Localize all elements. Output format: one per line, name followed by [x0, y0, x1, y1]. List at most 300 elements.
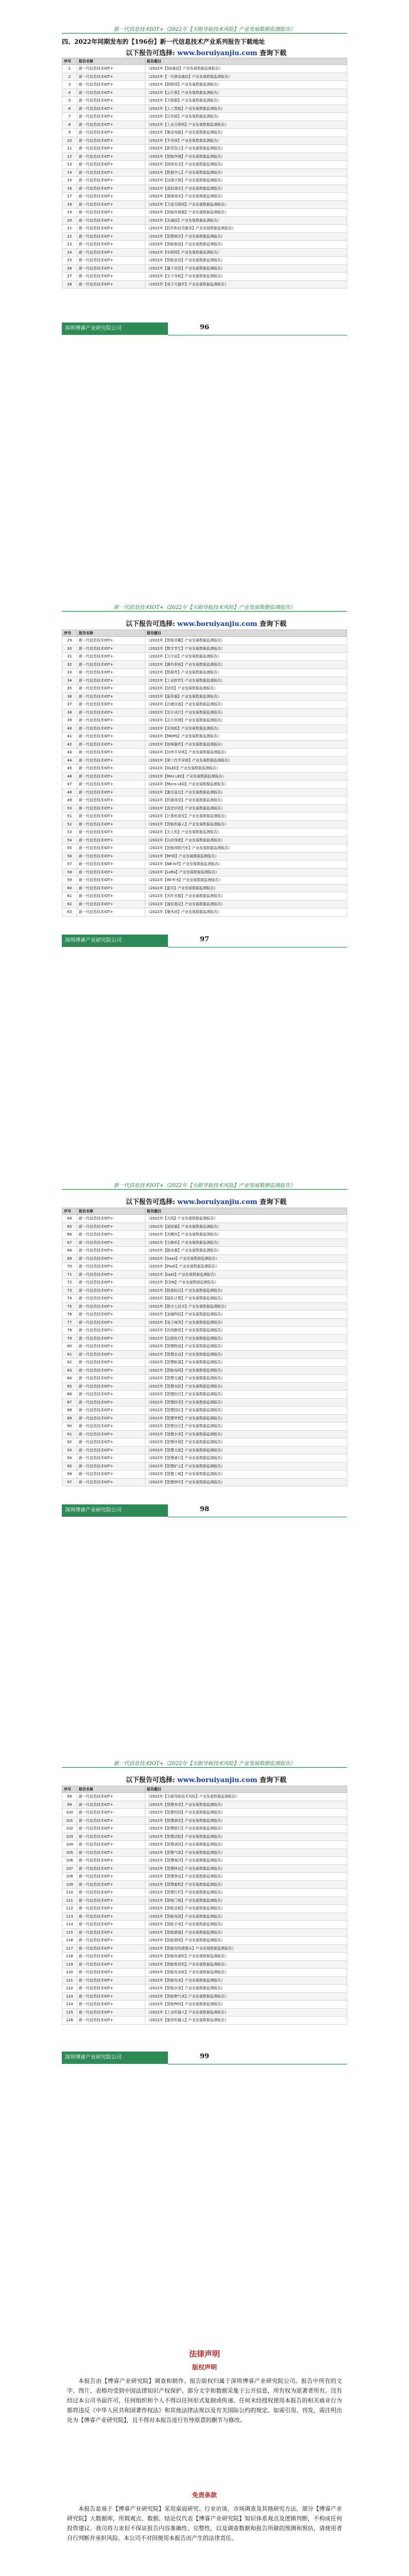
row-report-title[interactable]: 《2022年【数据标注】产业发展数据监测报告》	[145, 1286, 347, 1295]
row-report-title[interactable]: 《2022年【智能传感器】产业发展数据监测报告》	[145, 209, 347, 217]
table-row	[62, 724, 347, 733]
row-index: 81	[62, 1350, 77, 1359]
row-report-title[interactable]: 《2022年【智能眼镜】产业发展数据监测报告》	[145, 1928, 347, 1937]
row-report-title[interactable]: 《2022年【IaaS】产业发展数据监测报告》	[145, 1270, 347, 1279]
row-report-title[interactable]: 《2022年【量子信息】产业发展数据监测报告》	[145, 264, 347, 273]
table-row	[62, 209, 347, 217]
row-report-title[interactable]: 《2022年【第三代半导体】产业发展数据监测报告》	[145, 756, 347, 765]
table-row	[62, 1247, 347, 1255]
company-footer-label: 深圳博睿产业研究院公司	[62, 935, 168, 947]
row-report-title[interactable]: 《2022年【智慧社区】产业发展数据监测报告》	[145, 1422, 347, 1431]
row-index: 106	[62, 1857, 77, 1865]
row-report-title[interactable]: 《2022年【智慧交通】产业发展数据监测报告》	[145, 1375, 347, 1383]
row-index: 25	[62, 257, 77, 265]
row-index: 30	[62, 645, 77, 653]
table-row	[62, 1905, 347, 1913]
row-report-name: 新一代信息技术IOT+	[77, 1992, 145, 2001]
row-report-name: 新一代信息技术IOT+	[77, 1985, 145, 1993]
row-report-title[interactable]: 《2022年【智慧安防】产业发展数据监测报告》	[145, 1382, 347, 1391]
row-report-title[interactable]: 《2022年【北斗导航】产业发展数据监测报告》	[145, 273, 347, 281]
table-row	[62, 669, 347, 677]
download-suffix: 查询下载	[260, 1198, 287, 1206]
table-row	[62, 1825, 347, 1833]
row-report-name: 新一代信息技术IOT+	[77, 1414, 145, 1422]
row-index: 22	[62, 232, 77, 241]
table-row	[62, 1960, 347, 1969]
row-report-name: 新一代信息技术IOT+	[77, 1279, 145, 1287]
table-row	[62, 1793, 347, 1801]
row-report-title[interactable]: 《2022年【光模块】产业发展数据监测报告》	[145, 1231, 347, 1239]
row-report-title[interactable]: 《2022年【存储设备】产业发展数据监测报告》	[145, 701, 347, 709]
row-report-title[interactable]: 《2022年【智慧环保】产业发展数据监测报告》	[145, 1438, 347, 1447]
col-header-title: 报告题目	[145, 1208, 347, 1215]
row-report-title[interactable]: 《2022年【智能电视】产业发展数据监测报告》	[145, 1912, 347, 1921]
row-report-title[interactable]: 《2022年【智能水表】产业发展数据监测报告》	[145, 1985, 347, 1993]
row-report-title[interactable]: 《2022年【工业软件】产业发展数据监测报告》	[145, 676, 347, 685]
table-row	[62, 248, 347, 257]
table-row	[62, 1350, 347, 1359]
row-report-title[interactable]: 《2022年【工业机器人】产业发展数据监测报告》	[145, 2008, 347, 2016]
row-report-title[interactable]: 《2022年【自动驾驶】产业发展数据监测报告》	[145, 836, 347, 844]
table-row	[62, 1889, 347, 1897]
row-report-title[interactable]: 《2022年【RFID】产业发展数据监测报告》	[145, 852, 347, 860]
row-report-title[interactable]: 《2022年【人工智能】产业发展数据监测报告》	[145, 105, 347, 113]
row-index: 111	[62, 1896, 77, 1905]
report-page-97	[0, 578, 409, 1156]
row-report-title[interactable]: 《2022年【激光雷达】产业发展数据监测报告》	[145, 788, 347, 796]
row-report-title[interactable]: 《2022年【CDN】产业发展数据监测报告》	[145, 1279, 347, 1287]
row-report-title[interactable]: 《2022年【智慧城市】产业发展数据监测报告》	[145, 232, 347, 241]
row-report-title[interactable]: 《2022年【智能快递柜】产业发展数据监测报告》	[145, 1953, 347, 1961]
row-report-title[interactable]: 《2022年【智慧零售】产业发展数据监测报告》	[145, 1414, 347, 1422]
row-index: 37	[62, 701, 77, 709]
row-report-name: 新一代信息技术IOT+	[77, 1359, 145, 1367]
row-report-title[interactable]: 《2022年【智慧港口】产业发展数据监测报告》	[145, 1454, 347, 1463]
row-report-title[interactable]: 《2022年【在线教育】产业发展数据监测报告》	[145, 1327, 347, 1335]
disclaimer-subtitle: 免责条款	[192, 2492, 217, 2499]
row-index: 86	[62, 1391, 77, 1399]
row-index: 43	[62, 749, 77, 757]
row-report-title[interactable]: 《2022年【智慧消防】产业发展数据监测报告》	[145, 1841, 347, 1849]
table-row	[62, 701, 347, 709]
row-report-title[interactable]: 《2022年【智慧法院】产业发展数据监测报告》	[145, 1833, 347, 1841]
header-rule	[62, 1767, 347, 1768]
row-index: 16	[62, 184, 77, 193]
row-report-name: 新一代信息技术IOT+	[77, 209, 145, 217]
row-report-name: 新一代信息技术IOT+	[77, 1343, 145, 1351]
row-report-title[interactable]: 《2022年【数据库】产业发展数据监测报告》	[145, 669, 347, 677]
row-report-name: 新一代信息技术IOT+	[77, 1953, 145, 1961]
row-index: 21	[62, 225, 77, 233]
row-report-title[interactable]: 《2022年【MEMS】产业发展数据监测报告》	[145, 733, 347, 741]
row-report-title[interactable]: 《2022年【计算机视觉】产业发展数据监测报告》	[145, 812, 347, 821]
row-report-title[interactable]: 《2022年【光通信】产业发展数据监测报告》	[145, 216, 347, 225]
row-report-title[interactable]: 《2022年【数据中心】产业发展数据监测报告》	[145, 168, 347, 177]
row-report-title[interactable]: 《2022年【智能POS】产业发展数据监测报告》	[145, 2001, 347, 2009]
row-report-title[interactable]: 《2022年【智慧林业】产业发展数据监测报告》	[145, 1865, 347, 1873]
row-index: 55	[62, 844, 77, 853]
table-row	[62, 772, 347, 781]
report-table	[62, 58, 347, 289]
row-report-title[interactable]: 《2022年【路由器】产业发展数据监测报告》	[145, 1247, 347, 1255]
row-report-title[interactable]: 《2022年【智慧校园】产业发展数据监测报告》	[145, 1809, 347, 1817]
report-page-98	[0, 1156, 409, 1734]
row-index: 125	[62, 2008, 77, 2016]
row-index: 7	[62, 113, 77, 121]
row-report-name: 新一代信息技术IOT+	[77, 1422, 145, 1431]
table-row	[62, 168, 347, 177]
row-index: 121	[62, 1976, 77, 1985]
row-report-title[interactable]: 《2022年【智能燃气表】产业发展数据监测报告》	[145, 1992, 347, 2001]
row-report-name: 新一代信息技术IOT+	[77, 137, 145, 145]
row-index: 93	[62, 1446, 77, 1454]
row-report-title[interactable]: 《2022年【Mini LED】产业发展数据监测报告》	[145, 772, 347, 781]
table-row	[62, 1809, 347, 1817]
row-index: 72	[62, 1279, 77, 1287]
row-index: 28	[62, 280, 77, 289]
row-report-name: 新一代信息技术IOT+	[77, 1793, 145, 1801]
row-index: 75	[62, 1302, 77, 1311]
table-row	[62, 200, 347, 209]
row-report-title[interactable]: 《2022年【元宇宙】产业发展数据监测报告》	[145, 653, 347, 661]
row-report-name: 新一代信息技术IOT+	[77, 81, 145, 89]
row-index: 119	[62, 1960, 77, 1969]
row-report-title[interactable]: 《2022年【工业互联网】产业发展数据监测报告》	[145, 121, 347, 129]
row-index: 9	[62, 129, 77, 137]
row-report-title[interactable]: 《2022年【数字人民币】产业发展数据监测报告》	[145, 1302, 347, 1311]
row-report-name: 新一代信息技术IOT+	[77, 2001, 145, 2009]
row-report-title[interactable]: 《2022年【远程医疗】产业发展数据监测报告》	[145, 1334, 347, 1343]
row-report-name: 新一代信息技术IOT+	[77, 105, 145, 113]
row-report-name: 新一代信息技术IOT+	[77, 1801, 145, 1809]
row-index: 113	[62, 1912, 77, 1921]
row-report-title[interactable]: 《2022年【智慧物流】产业发展数据监测报告》	[145, 1343, 347, 1351]
row-report-name: 新一代信息技术IOT+	[77, 1817, 145, 1825]
row-report-title[interactable]: 《2022年【隐私计算】产业发展数据监测报告》	[145, 1295, 347, 1303]
row-report-title[interactable]: 《2022年【光刻胶】产业发展数据监测报告》	[145, 724, 347, 733]
row-report-title[interactable]: 《2022年【通信基站】产业发展数据监测报告》	[145, 900, 347, 908]
row-report-title[interactable]: 《2022年【智慧医疗】产业发展数据监测报告》	[145, 1391, 347, 1399]
table-row	[62, 796, 347, 805]
row-report-title[interactable]: 《2022年【网络安全】产业发展数据监测报告》	[145, 161, 347, 169]
table-row	[62, 1865, 347, 1873]
row-report-title[interactable]: 《2022年【智慧酒店】产业发展数据监测报告》	[145, 1817, 347, 1825]
table-row	[62, 1953, 347, 1961]
row-report-title[interactable]: 《2022年【智慧农业】产业发展数据监测报告》	[145, 1350, 347, 1359]
row-report-title[interactable]: 《2022年【天眼导航技术风险】产业发展数据监测报告》	[145, 1793, 347, 1801]
row-report-name: 新一代信息技术IOT+	[77, 804, 145, 812]
row-report-title[interactable]: 《2022年【射频器件】产业发展数据监测报告》	[145, 740, 347, 749]
row-index: 60	[62, 884, 77, 892]
row-report-title[interactable]: 《2022年【智能电表】产业发展数据监测报告》	[145, 1976, 347, 1985]
row-report-title[interactable]: 《2022年【卫星互联网】产业发展数据监测报告》	[145, 200, 347, 209]
row-report-title[interactable]: 《2022年【电子元器件】产业发展数据监测报告》	[145, 280, 347, 289]
row-report-title[interactable]: 《2022年【金融科技】产业发展数据监测报告》	[145, 1311, 347, 1319]
row-index: 45	[62, 765, 77, 773]
table-row	[62, 1422, 347, 1431]
copyright-paragraph: 本报告由【博睿产业研究院】调查和制作。报告版权归属于深圳博睿产业研究院公司。报告中所有的文字、图片、表格均受到中国法律知识产权保护。部分文字和数据采集于公开信息，所有权为原著者所有。没有经过本公司书面许可，任何组织和个人不得以任何形式复制或传递。任何未经授权使用本报告的相关商业行为都将违反《中华人民共和国著作权法》和其他法律法规以及有关国际公约的规定。如需引用、刊发，需注明出处为【博睿产业研究院】，且不得对本报告进行有悖原意的删节与修改。	[67, 2378, 342, 2424]
row-report-title[interactable]: 《2022年【SaaS】产业发展数据监测报告》	[145, 1255, 347, 1263]
row-report-name: 新一代信息技术IOT+	[77, 1302, 145, 1311]
row-index: 74	[62, 1295, 77, 1303]
download-prefix: 以下报告可选择:	[125, 1776, 175, 1784]
row-report-title[interactable]: 《2022年【芯片设计】产业发展数据监测报告》	[145, 708, 347, 717]
row-report-name: 新一代信息技术IOT+	[77, 1430, 145, 1438]
row-report-title[interactable]: 《2022年【智能穿戴】产业发展数据监测报告》	[145, 637, 347, 645]
row-report-title[interactable]: 《2022年【智能手表】产业发展数据监测报告》	[145, 1921, 347, 1929]
row-report-name: 新一代信息技术IOT+	[77, 1286, 145, 1295]
row-report-name: 新一代信息技术IOT+	[77, 1231, 145, 1239]
table-row	[62, 280, 347, 289]
table-row	[62, 733, 347, 741]
row-report-name: 新一代信息技术IOT+	[77, 1398, 145, 1406]
row-index: 83	[62, 1366, 77, 1375]
row-index: 98	[62, 1793, 77, 1801]
row-report-name: 新一代信息技术IOT+	[77, 749, 145, 757]
row-report-title[interactable]: 《2022年【区块链】产业发展数据监测报告》	[145, 113, 347, 121]
table-row	[62, 161, 347, 169]
row-report-name: 新一代信息技术IOT+	[77, 708, 145, 717]
row-report-title[interactable]: 《2022年【语音识别】产业发展数据监测报告》	[145, 804, 347, 812]
row-index: 15	[62, 177, 77, 185]
row-report-title[interactable]: 《2022年【智慧政务】产业发展数据监测报告》	[145, 1398, 347, 1406]
row-report-title[interactable]: 《2022年【数字孪生】产业发展数据监测报告》	[145, 645, 347, 653]
row-index: 35	[62, 685, 77, 693]
row-report-title[interactable]: 《2022年【交换机】产业发展数据监测报告》	[145, 1239, 347, 1247]
row-report-title[interactable]: 《2022年【智慧能源】产业发展数据监测报告》	[145, 1359, 347, 1367]
row-report-title[interactable]: 《2022年【智慧渔业】产业发展数据监测报告》	[145, 1873, 347, 1881]
row-report-name: 新一代信息技术IOT+	[77, 1215, 145, 1223]
table-row	[62, 65, 347, 73]
download-suffix: 查询下载	[260, 1776, 287, 1784]
download-suffix: 查询下载	[260, 620, 287, 628]
row-index: 80	[62, 1343, 77, 1351]
row-report-name: 新一代信息技术IOT+	[77, 273, 145, 281]
row-index: 10	[62, 137, 77, 145]
row-report-title[interactable]: 《2022年【蓝牙】产业发展数据监测报告》	[145, 884, 347, 892]
row-index: 94	[62, 1454, 77, 1463]
col-header-name: 报告名称	[77, 58, 145, 65]
table-row	[62, 1462, 347, 1470]
row-index: 103	[62, 1833, 77, 1841]
row-report-name: 新一代信息技术IOT+	[77, 1263, 145, 1271]
row-index: 5	[62, 97, 77, 105]
row-report-name: 新一代信息技术IOT+	[77, 645, 145, 653]
row-report-title[interactable]: 《2022年【大数据】产业发展数据监测报告》	[145, 97, 347, 105]
row-report-title[interactable]: 《2022年【智慧灯杆】产业发展数据监测报告》	[145, 1889, 347, 1897]
table-row	[62, 1318, 347, 1327]
row-report-title[interactable]: 《2022年【新型显示】产业发展数据监测报告》	[145, 145, 347, 153]
row-report-title[interactable]: 《2022年【边缘计算】产业发展数据监测报告》	[145, 177, 347, 185]
download-site-link[interactable]: www.boruiyanjiu.com	[177, 49, 258, 57]
row-index: 77	[62, 1318, 77, 1327]
table-row	[62, 113, 347, 121]
row-report-title[interactable]: 《2022年【NB-IoT】产业发展数据监测报告》	[145, 860, 347, 869]
row-report-name: 新一代信息技术IOT+	[77, 168, 145, 177]
row-report-title[interactable]: 《2022年【滤波器】产业发展数据监测报告》	[145, 1223, 347, 1231]
row-report-title[interactable]: 《2022年【PaaS】产业发展数据监测报告》	[145, 1263, 347, 1271]
row-report-title[interactable]: 《2022年【天线】产业发展数据监测报告》	[145, 1215, 347, 1223]
row-index: 17	[62, 193, 77, 201]
table-row	[62, 1302, 347, 1311]
table-row	[62, 1414, 347, 1422]
row-report-name: 新一代信息技术IOT+	[77, 1478, 145, 1486]
row-report-title[interactable]: 《2022年【智能终端】产业发展数据监测报告》	[145, 152, 347, 161]
row-report-title[interactable]: 《2022年【操作系统】产业发展数据监测报告》	[145, 660, 347, 669]
row-report-name: 新一代信息技术IOT+	[77, 660, 145, 669]
table-row	[62, 216, 347, 225]
row-report-title[interactable]: 《2022年【光纤光缆】产业发展数据监测报告》	[145, 892, 347, 901]
row-report-name: 新一代信息技术IOT+	[77, 1239, 145, 1247]
row-report-title[interactable]: 《2022年【智慧海洋】产业发展数据监测报告》	[145, 1857, 347, 1865]
row-report-name: 新一代信息技术IOT+	[77, 788, 145, 796]
row-report-title[interactable]: 《2022年【信创】产业发展数据监测报告》	[145, 685, 347, 693]
row-report-name: 新一代信息技术IOT+	[77, 1865, 145, 1873]
row-report-name: 新一代信息技术IOT+	[77, 177, 145, 185]
page-number: 98	[199, 1505, 210, 1513]
table-row	[62, 225, 347, 233]
table-row	[62, 1327, 347, 1335]
row-report-name: 新一代信息技术IOT+	[77, 884, 145, 892]
row-index: 23	[62, 241, 77, 249]
row-report-title[interactable]: 《2022年【无人机】产业发展数据监测报告》	[145, 828, 347, 837]
row-report-title[interactable]: 《2022年【智慧银行】产业发展数据监测报告》	[145, 1825, 347, 1833]
row-report-title[interactable]: 《2022年【云计算】产业发展数据监测报告》	[145, 89, 347, 97]
col-header-index: 序号	[62, 1208, 77, 1215]
row-index: 116	[62, 1937, 77, 1945]
row-report-name: 新一代信息技术IOT+	[77, 820, 145, 828]
row-report-name: 新一代信息技术IOT+	[77, 232, 145, 241]
row-report-title[interactable]: 《2022年【服务机器人】产业发展数据监测报告》	[145, 2016, 347, 2025]
row-report-title[interactable]: 《2022年【增强现实】产业发展数据监测报告》	[145, 193, 347, 201]
row-index: 51	[62, 812, 77, 821]
row-index: 14	[62, 168, 77, 177]
row-report-name: 新一代信息技术IOT+	[77, 828, 145, 837]
row-report-name: 新一代信息技术IOT+	[77, 1849, 145, 1857]
row-report-title[interactable]: 《2022年【智慧气象】产业发展数据监测报告》	[145, 1849, 347, 1857]
row-index: 67	[62, 1239, 77, 1247]
row-index: 63	[62, 908, 77, 917]
row-report-title[interactable]: 《2022年【半导体】产业发展数据监测报告》	[145, 137, 347, 145]
col-header-index: 序号	[62, 630, 77, 637]
table-row	[62, 836, 347, 844]
row-report-title[interactable]: 《2022年【虚拟现实】产业发展数据监测报告》	[145, 184, 347, 193]
row-index: 89	[62, 1414, 77, 1422]
row-report-title[interactable]: 《2022年【智慧工地】产业发展数据监测报告》	[145, 1470, 347, 1479]
row-report-title[interactable]: 《2022年【智慧畜牧】产业发展数据监测报告》	[145, 1880, 347, 1889]
row-index: 58	[62, 868, 77, 876]
table-row	[62, 1231, 347, 1239]
row-report-name: 新一代信息技术IOT+	[77, 200, 145, 209]
row-report-title[interactable]: 《2022年【Micro LED】产业发展数据监测报告》	[145, 781, 347, 789]
row-report-title[interactable]: 《2022年【机器视觉】产业发展数据监测报告》	[145, 796, 347, 805]
table-row	[62, 804, 347, 812]
row-report-name: 新一代信息技术IOT+	[77, 733, 145, 741]
row-report-title[interactable]: 《2022年【物联网】产业发展数据监测报告》	[145, 81, 347, 89]
download-prefix: 以下报告可选择:	[125, 49, 175, 57]
row-report-title[interactable]: 《2022年【智慧水务】产业发展数据监测报告》	[145, 1430, 347, 1438]
table-row	[62, 257, 347, 265]
row-report-title[interactable]: 《2022年【智能家居】产业发展数据监测报告》	[145, 257, 347, 265]
row-index: 24	[62, 248, 77, 257]
row-report-name: 新一代信息技术IOT+	[77, 868, 145, 876]
row-report-title[interactable]: 《2022年【功率半导体】产业发展数据监测报告》	[145, 749, 347, 757]
row-report-title[interactable]: 《2022年【集成电路】产业发展数据监测报告》	[145, 129, 347, 137]
table-row	[62, 1343, 347, 1351]
row-index: 85	[62, 1382, 77, 1391]
row-report-title[interactable]: 《2022年【智慧停车】产业发展数据监测报告》	[145, 1478, 347, 1486]
table-row	[62, 740, 347, 749]
row-report-title[interactable]: 《2022年【智慧文旅】产业发展数据监测报告》	[145, 1446, 347, 1454]
row-report-title[interactable]: 《2022年【智能电网】产业发展数据监测报告》	[145, 1366, 347, 1375]
table-row	[62, 765, 347, 773]
row-report-title[interactable]: 《2022年【软件和信息服务】产业发展数据监测报告》	[145, 225, 347, 233]
row-report-title[interactable]: 《2022年【服务器】产业发展数据监测报告》	[145, 692, 347, 701]
row-index: 87	[62, 1398, 77, 1406]
row-report-title[interactable]: 《2022年【智慧养老】产业发展数据监测报告》	[145, 1801, 347, 1809]
table-row	[62, 708, 347, 717]
row-report-name: 新一代信息技术IOT+	[77, 852, 145, 860]
row-report-title[interactable]: 《2022年【LoRa】产业发展数据监测报告》	[145, 868, 347, 876]
row-report-name: 新一代信息技术IOT+	[77, 765, 145, 773]
row-index: 118	[62, 1953, 77, 1961]
download-site-link[interactable]: www.boruiyanjiu.com	[177, 1198, 258, 1206]
row-report-title[interactable]: 《2022年【智慧矿山】产业发展数据监测报告》	[145, 1462, 347, 1470]
row-report-title[interactable]: 《2022年【智能网联汽车】产业发展数据监测报告》	[145, 844, 347, 853]
row-report-name: 新一代信息技术IOT+	[77, 1809, 145, 1817]
col-header-title: 报告题目	[145, 58, 347, 65]
row-report-title[interactable]: 《2022年【一代移动通信】产业发展数据监测报告》	[145, 73, 347, 81]
row-index: 40	[62, 724, 77, 733]
table-row	[62, 1976, 347, 1985]
row-report-title[interactable]: 《2022年【智能照明】产业发展数据监测报告》	[145, 1937, 347, 1945]
row-report-title[interactable]: 《2022年【智能制造】产业发展数据监测报告》	[145, 241, 347, 249]
row-index: 100	[62, 1809, 77, 1817]
download-site-link[interactable]: www.boruiyanjiu.com	[177, 620, 258, 628]
row-report-title[interactable]: 《2022年【车联网】产业发展数据监测报告》	[145, 248, 347, 257]
row-report-title[interactable]: 《2022年【智能音箱】产业发展数据监测报告》	[145, 1905, 347, 1913]
download-line	[93, 618, 319, 628]
download-site-link[interactable]: www.boruiyanjiu.com	[177, 1776, 258, 1784]
row-report-title[interactable]: 《2022年【毫米波】产业发展数据监测报告》	[145, 908, 347, 917]
table-row	[62, 1382, 347, 1391]
row-report-title[interactable]: 《2022年【智能售货机】产业发展数据监测报告》	[145, 1960, 347, 1969]
row-index: 42	[62, 740, 77, 749]
table-row	[62, 129, 347, 137]
row-report-title[interactable]: 《2022年【OLED】产业发展数据监测报告》	[145, 765, 347, 773]
row-report-title[interactable]: 《2022年【5G通信】产业发展数据监测报告》	[145, 65, 347, 73]
row-index: 29	[62, 637, 77, 645]
row-report-name: 新一代信息技术IOT+	[77, 1255, 145, 1263]
row-report-name: 新一代信息技术IOT+	[77, 1438, 145, 1447]
row-report-title[interactable]: 《2022年【智能安防摄像头】产业发展数据监测报告》	[145, 1944, 347, 1953]
col-header-name: 报告名称	[77, 630, 145, 637]
table-row	[62, 105, 347, 113]
row-report-title[interactable]: 《2022年【智能门锁】产业发展数据监测报告》	[145, 1896, 347, 1905]
row-index: 70	[62, 1263, 77, 1271]
row-report-name: 新一代信息技术IOT+	[77, 1969, 145, 1977]
row-report-title[interactable]: 《2022年【电子商务】产业发展数据监测报告》	[145, 1318, 347, 1327]
row-index: 18	[62, 200, 77, 209]
row-report-name: 新一代信息技术IOT+	[77, 145, 145, 153]
row-index: 66	[62, 1231, 77, 1239]
row-report-title[interactable]: 《2022年【Wi-Fi 6】产业发展数据监测报告》	[145, 876, 347, 885]
row-report-title[interactable]: 《2022年【智慧园区】产业发展数据监测报告》	[145, 1406, 347, 1415]
table-row	[62, 908, 347, 917]
row-report-title[interactable]: 《2022年【芯片封测】产业发展数据监测报告》	[145, 717, 347, 725]
row-report-title[interactable]: 《2022年【智能机器人】产业发展数据监测报告》	[145, 820, 347, 828]
row-report-title[interactable]: 《2022年【智能充电桩】产业发展数据监测报告》	[145, 1969, 347, 1977]
